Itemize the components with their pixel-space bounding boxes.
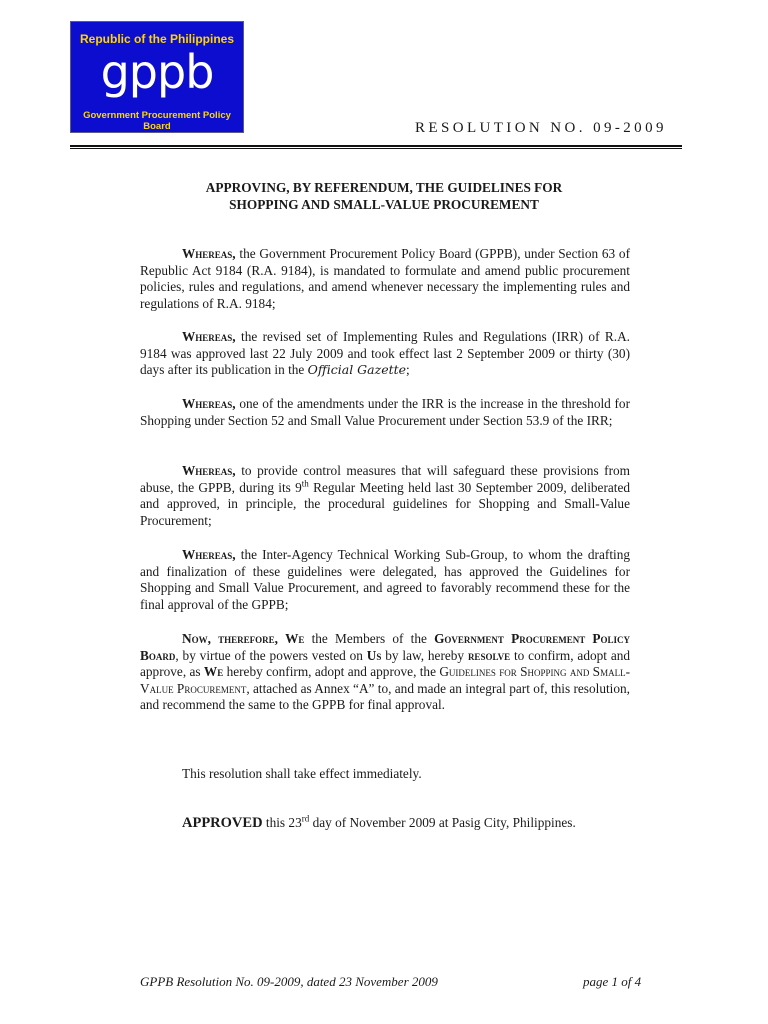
logo-bottom-text: Government Procurement Policy Board [83,110,231,132]
logo-top-text: Republic of the Philippines [79,32,234,46]
resolve-text-4: to confirm, adopt and approve, as [140,647,631,680]
us: Us [366,647,382,663]
guidelines-title: Guidelines for Shopping and Small-Value Procurement [140,664,630,696]
whereas-label: Whereas, [182,396,236,411]
approved-ordinal-suffix: rd [301,813,310,824]
resolve-text-3: by law, hereby [385,647,465,663]
whereas-5-text: the Inter-Agency Technical Working Sub-Group, to whom the drafting and finalization of these guidelines were delegated, has approved the Guidelines for Shopping and Small Value Procurement, and agreed to favorably recommend these for the final approval of the GPPB; [140,547,630,612]
whereas-1-text: the Government Procurement Policy Board (GPPB), under Section 63 of Republic Act 9184 (R.A. 9184), is mandated to formulate and amend public procurement policies, rules and regulations, and amend whenever necessary the implementing rules and regulations of R.A. 9184; [140,246,630,311]
header-rule-thick [70,145,682,147]
board-name: Government Procurement Policy Board [140,631,630,663]
resolve-text-5: hereby confirm, adopt and approve, the [226,664,436,680]
whereas-paragraph-4 [140,463,630,529]
gppb-logo [70,21,244,133]
resolve-word: resolve [467,647,511,663]
whereas-label: Whereas, [182,547,236,562]
we-2: We [203,664,224,680]
whereas-paragraph-3 [140,396,630,429]
whereas-paragraph-5 [140,547,630,613]
whereas-3-text: one of the amendments under the IRR is the increase in the threshold for Shopping under Section 52 and Small Value Procurement under Section 53.9 of the IRR; [140,396,631,428]
approved-text-1: this 23 [265,815,302,830]
whereas-4-text-b: Regular Meeting held last 30 September 2009, deliberated and approved, in principle, the procedural guidelines for Shopping and Small-Value Procurement; [140,479,631,528]
whereas-paragraph-2 [140,329,630,379]
effect-statement: This resolution shall take effect immediately. [182,766,422,781]
we-1: We [285,631,305,646]
ordinal-suffix: th [301,478,309,489]
official-gazette: Official Gazette [307,362,407,378]
footer-reference: GPPB Resolution No. 09-2009, dated 23 November 2009 [140,974,438,989]
approved-text-2: day of November 2009 at Pasig City, Philippines. [312,815,576,830]
header-rule-thin [70,148,682,149]
whereas-4-text-a: to provide control measures that will safeguard these provisions from abuse, the GPPB, during its 9 [140,463,630,495]
whereas-label: Whereas, [182,329,236,344]
now-therefore: Now, therefore, [182,631,278,646]
resolution-number: RESOLUTION NO. 09-2009 [415,120,667,136]
approved-statement [182,815,576,831]
whereas-paragraph-1 [140,246,630,312]
whereas-label: Whereas, [182,463,236,478]
title-line-1: APPROVING, BY REFERENDUM, THE GUIDELINES FOR [205,180,563,195]
resolve-text-6: , attached as Annex “A” to, and made an integral part of, this resolution, and recommend the same to the GPPB for final approval. [140,680,630,713]
resolve-text-2: , by virtue of the powers vested on [175,647,363,663]
whereas-2-text: the revised set of Implementing Rules and Regulations (IRR) of R.A. 9184 was approved last 22 July 2009 and took effect last 2 September 2009 or thirty (30) days after its publication in the [140,329,630,378]
page-number: page 1 of 4 [583,974,642,989]
resolve-text-1: the Members of the [311,631,427,646]
title-line-2: SHOPPING AND SMALL-VALUE PROCUREMENT [229,197,539,212]
whereas-label: Whereas, [182,246,236,261]
approved-word: APPROVED [182,815,263,831]
resolve-paragraph [140,631,630,714]
document-title [140,179,628,213]
logo-mark: gppb [100,45,214,99]
whereas-2-end: ; [406,362,410,378]
